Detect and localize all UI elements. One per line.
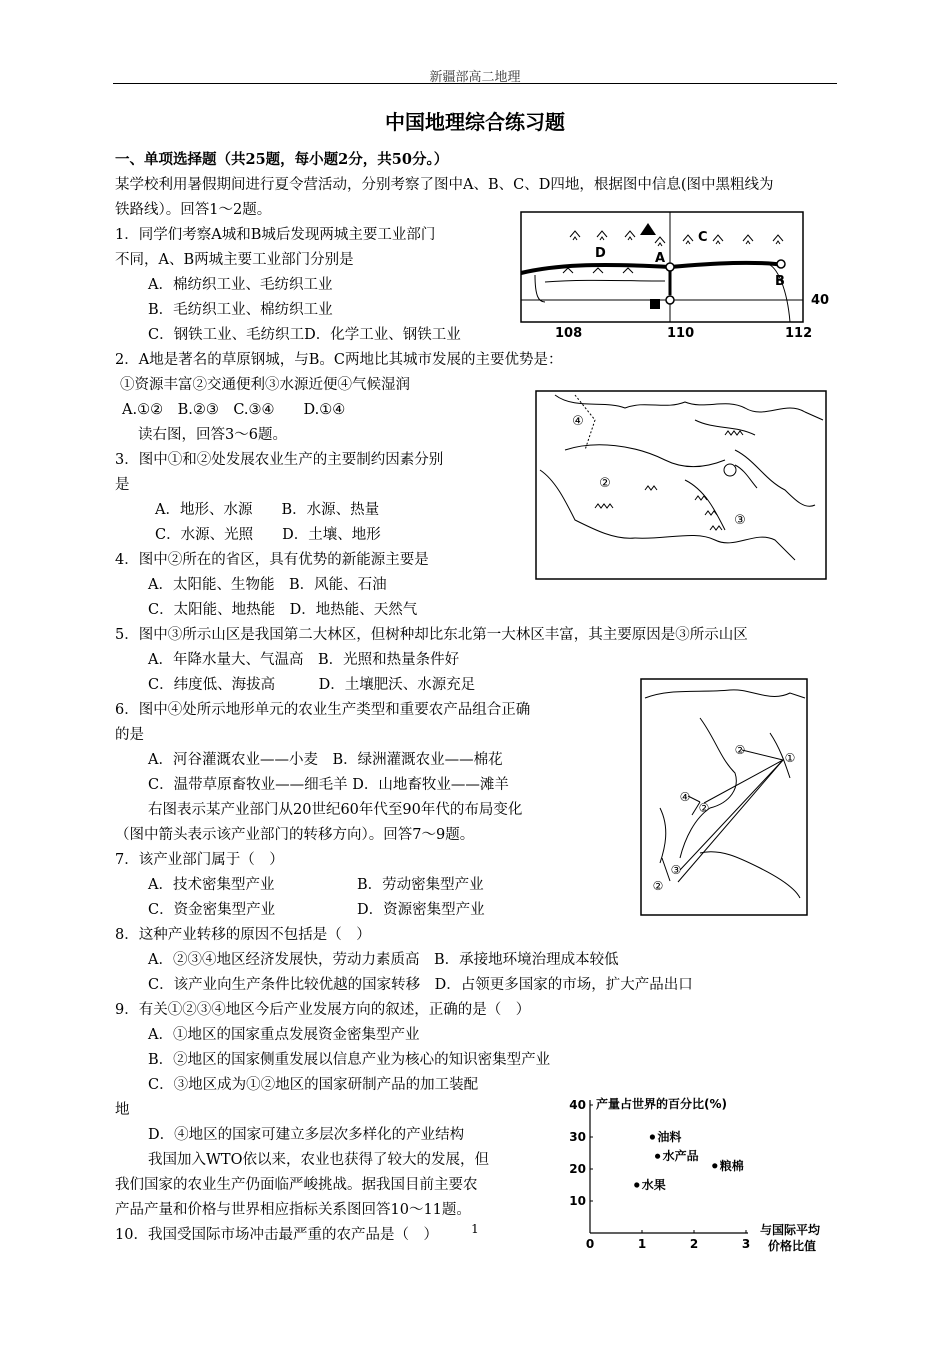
page-title: 中国地理综合练习题 [385, 110, 565, 134]
text-line: 地 [115, 1102, 130, 1118]
label-4: ④ [679, 790, 691, 804]
label-a: A [655, 251, 666, 266]
label-2-top: ② [734, 743, 746, 757]
option: C．纬度低、海拔高 D．土壤肥沃、水源充足 [148, 677, 476, 693]
option: C．钢铁工业、毛纺织工D．化学工业、钢铁工业 [148, 327, 461, 343]
label-3: ③ [734, 513, 746, 528]
question-7: 7．该产业部门属于（ ） [115, 852, 284, 868]
east-asia-map [640, 678, 810, 918]
section-heading: 一、单项选择题（共25题，每小题2分，共50分。） [115, 151, 449, 168]
y-tick-label: 40 [569, 1098, 586, 1112]
option: A．地形、水源 B．水源、热量 [155, 502, 380, 518]
question-9: 9．有关①②③④地区今后产业发展方向的叙述，正确的是（ ） [115, 1002, 531, 1018]
question-6: 6．图中④处所示地形单元的农业生产类型和重要农产品组合正确 [115, 702, 531, 718]
question-8: 8．这种产业转移的原因不包括是（ ） [115, 927, 371, 943]
y-tick-label: 20 [569, 1162, 586, 1176]
page-header: 新疆部高二地理 [429, 70, 521, 85]
text-line: 某学校利用暑假期间进行夏令营活动，分别考察了图中A、B、C、D四地，根据图中信息(图中黑粗线为 [115, 177, 774, 193]
option: A．棉纺织工业、毛纺织工业 [148, 277, 333, 293]
data-point [655, 1154, 660, 1159]
text-line: 产品产量和价格与世界相应指标关系图回答10～11题。 [115, 1202, 471, 1218]
x-tick-label: 2 [689, 1237, 699, 1251]
header-rule [113, 83, 837, 84]
page-number: 1 [471, 1222, 479, 1236]
tick-110: 110 [667, 326, 695, 341]
text-line: 的是 [115, 727, 144, 743]
option: C．③地区成为①②地区的国家研制产品的加工装配 [148, 1077, 479, 1093]
y-tick-label: 10 [569, 1194, 586, 1208]
option: C．该产业向生产条件比较优越的国家转移 D．占领更多国家的市场，扩大产品出口 [148, 977, 693, 993]
text-line: 是 [115, 477, 130, 493]
data-point [634, 1182, 639, 1187]
label-2-mid: ② [698, 801, 710, 815]
option: C．温带草原畜牧业——细毛羊 D．山地畜牧业——滩羊 [148, 777, 509, 793]
x-axis-label-line2: 价格比值 [768, 1239, 817, 1253]
label-3: ③ [670, 863, 682, 877]
option: D．④地区的国家可建立多层次多样化的产业结构 [148, 1127, 465, 1143]
text-line: 不同，A、B两城主要工业部门分别是 [115, 252, 354, 268]
west-china-map [535, 390, 830, 582]
question-5: 5．图中③所示山区是我国第二大林区，但树种却比东北第一大林区丰富，其主要原因是③所示山区 [115, 627, 748, 643]
label-4: ④ [572, 414, 584, 429]
question-1: 1．同学们考察A城和B城后发现两城主要工业部门 [115, 227, 436, 243]
data-point [712, 1163, 717, 1168]
option: A．①地区的国家重点发展资金密集型产业 [148, 1027, 420, 1043]
x-axis-label-line1: 与国际平均 [760, 1223, 821, 1237]
option: A．年降水量大、气温高 B．光照和热量条件好 [148, 652, 460, 668]
label-1: ① [784, 751, 796, 765]
label-2-bottom: ② [652, 879, 664, 893]
tick-108: 108 [555, 326, 583, 341]
data-point-label: 水果 [641, 1178, 666, 1192]
x-tick-label: 1 [637, 1237, 647, 1251]
text-line: 铁路线）。回答1～2题。 [115, 202, 272, 218]
question-3: 3．图中①和②处发展农业生产的主要制约因素分别 [115, 452, 444, 468]
option: B．②地区的国家侧重发展以信息产业为核心的知识密集型产业 [148, 1052, 551, 1068]
option: B．毛纺织工业、棉纺织工业 [148, 302, 333, 318]
text-line: 我们国家的农业生产仍面临严峻挑战。据我国目前主要农 [115, 1177, 478, 1193]
data-point [650, 1134, 655, 1139]
option: A．技术密集型产业 [148, 877, 275, 893]
text-line: 右图表示某产业部门从20世纪60年代至90年代的布局变化 [148, 802, 523, 818]
question-2: 2．A地是著名的草原钢城，与B。C两地比其城市发展的主要优势是： [115, 352, 563, 368]
label-b: B [775, 274, 785, 289]
tick-40: 40 [811, 293, 830, 308]
option: D．资源密集型产业 [357, 902, 485, 918]
y-tick-label: 30 [569, 1130, 586, 1144]
chart-title: 产量占世界的百分比(%) [596, 1097, 727, 1111]
option: C．太阳能、地热能 D．地热能、天然气 [148, 602, 418, 618]
question-10: 10．我国受国际市场冲击最严重的农产品是（ ） [115, 1227, 438, 1243]
data-point-label: 水产品 [662, 1149, 699, 1164]
option: A．②③④地区经济发展快，劳动力素质高 B．承接地环境治理成本较低 [148, 952, 619, 968]
x-tick-label: 3 [741, 1237, 751, 1251]
text-line: 读右图，回答3～6题。 [138, 427, 287, 443]
option: A.①② B.②③ C.③④ D.①④ [122, 402, 346, 418]
label-d: D [595, 246, 606, 261]
option: A．太阳能、生物能 B．风能、石油 [148, 577, 387, 593]
option: B．劳动密集型产业 [357, 877, 484, 893]
label-2: ② [599, 476, 611, 491]
label-c: C [698, 230, 708, 245]
text-line: ①资源丰富②交通便利③水源近便④气候湿润 [120, 377, 410, 393]
data-point-label: 粮棉 [719, 1158, 744, 1173]
option: A．河谷灌溉农业——小麦 B．绿洲灌溉农业——棉花 [148, 752, 503, 768]
x-tick-label: 0 [585, 1237, 595, 1251]
option: C．水源、光照 D．土壤、地形 [155, 527, 381, 543]
data-point-label: 油料 [657, 1130, 682, 1144]
railway-map [515, 207, 835, 343]
tick-112: 112 [785, 326, 813, 341]
text-line: （图中箭头表示该产业部门的转移方向）。回答7～9题。 [115, 827, 475, 843]
question-4: 4．图中②所在的省区，具有优势的新能源主要是 [115, 552, 429, 568]
option: C．资金密集型产业 [148, 902, 276, 918]
text-line: 我国加入WTO依以来，农业也获得了较大的发展，但 [148, 1152, 489, 1168]
